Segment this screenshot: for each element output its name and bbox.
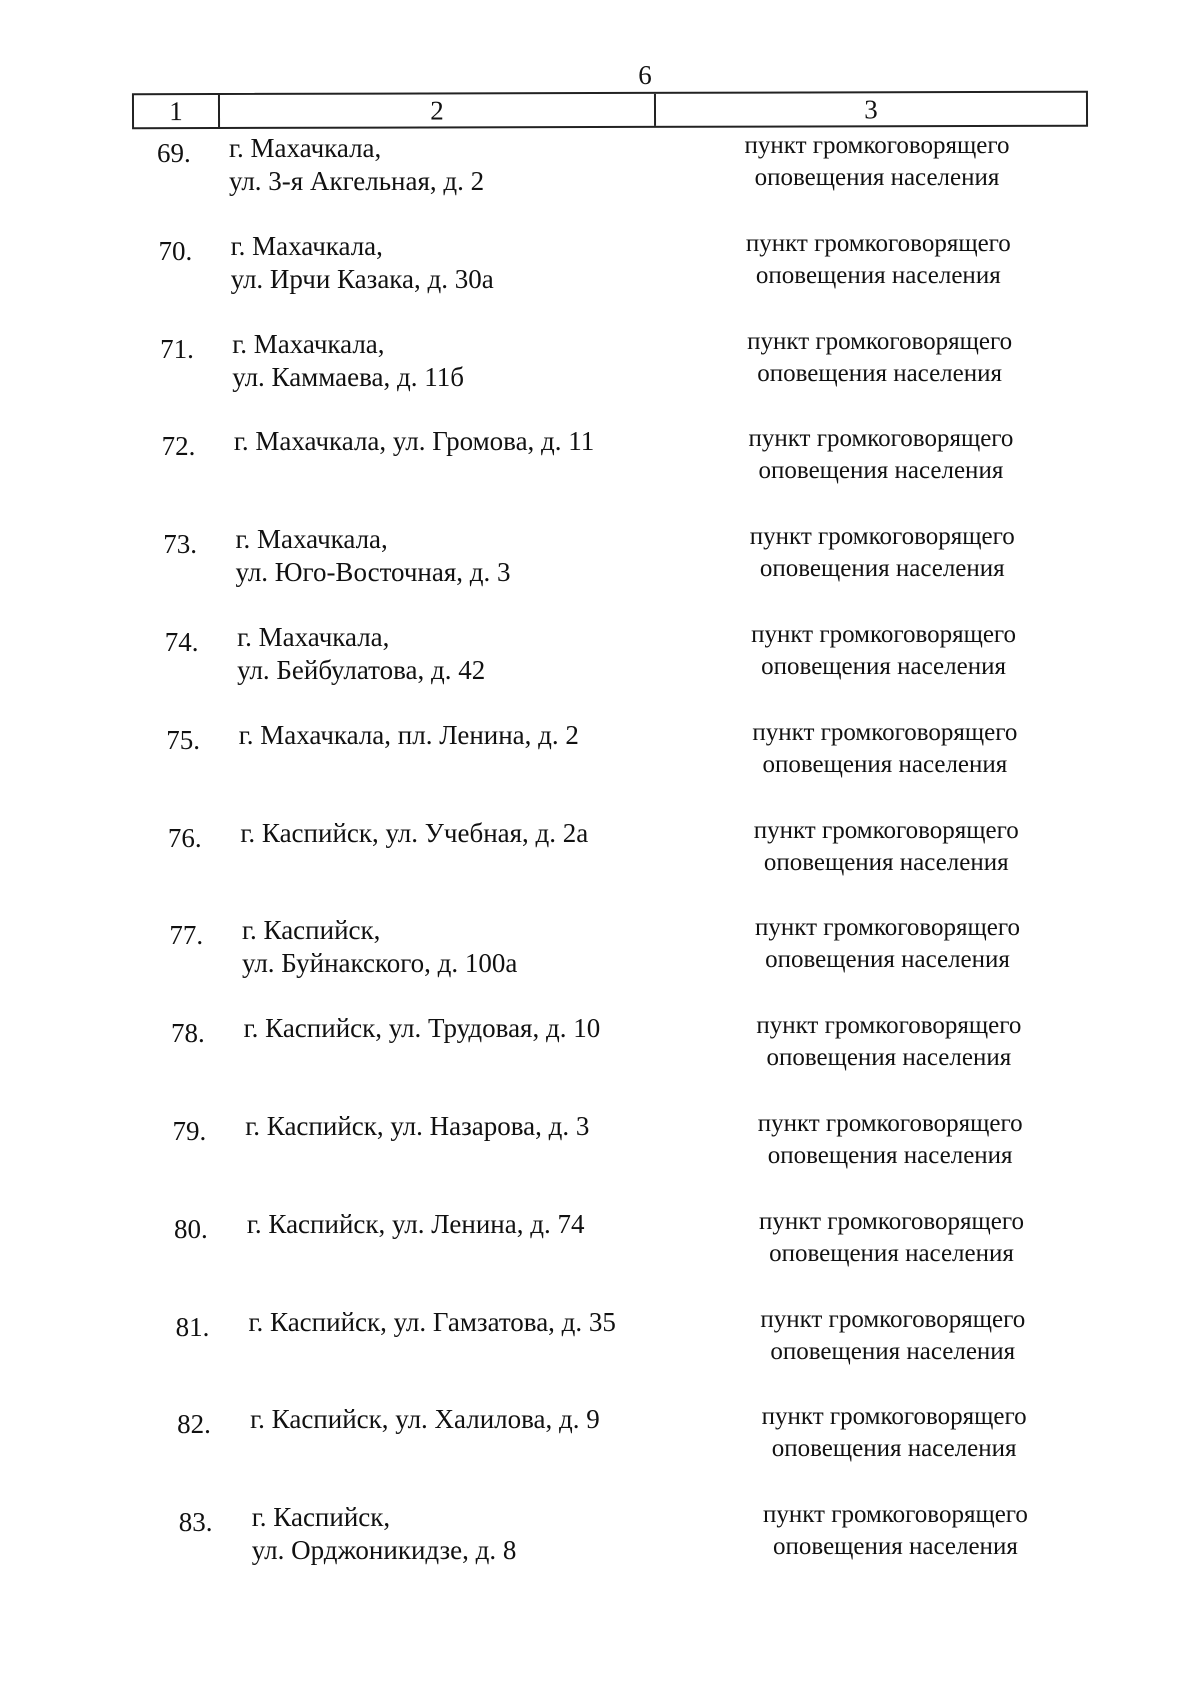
table-row xyxy=(0,230,1200,320)
table-row xyxy=(0,328,1200,418)
point-type-line-2: оповещения населения xyxy=(758,457,1004,485)
row-number: 76. xyxy=(167,822,202,853)
row-point-type xyxy=(697,130,1057,194)
row-number: 81. xyxy=(175,1311,210,1342)
row-number: 82. xyxy=(177,1409,211,1440)
point-type-line-1: пункт громкоговорящего xyxy=(762,1501,1028,1529)
point-type-line-1: пункт громкоговорящего xyxy=(752,718,1018,746)
point-type-line-1: пункт громкоговорящего xyxy=(761,1403,1027,1431)
point-type-line-2: оповещения населения xyxy=(757,359,1003,387)
row-address xyxy=(236,523,676,589)
address-line-2: ул. Юго-Восточная, д. 3 xyxy=(235,557,511,588)
row-point-type xyxy=(713,1304,1073,1368)
point-type-line-1: пункт громкоговорящего xyxy=(744,132,1010,159)
row-address xyxy=(245,1110,685,1143)
point-type-line-2: оповещения населения xyxy=(763,848,1009,876)
address-line-1: г. Махачкала, пл. Ленина, д. 2 xyxy=(238,719,579,750)
row-address xyxy=(231,230,671,296)
row-point-type xyxy=(714,1401,1074,1465)
row-point-type xyxy=(706,815,1066,879)
row-point-type xyxy=(711,1206,1071,1270)
address-line-1: г. Махачкала, xyxy=(229,133,382,163)
row-point-type xyxy=(715,1499,1075,1563)
table-row xyxy=(0,1403,1200,1493)
row-point-type xyxy=(698,228,1058,292)
point-type-line-2: оповещения населения xyxy=(755,261,1001,289)
point-type-line-2: оповещения населения xyxy=(773,1533,1018,1561)
address-line-1: г. Махачкала, xyxy=(232,328,385,359)
row-address xyxy=(244,1012,684,1045)
row-number: 71. xyxy=(160,333,194,364)
row-address xyxy=(242,914,682,980)
row-number: 69. xyxy=(157,138,191,168)
table-row xyxy=(0,621,1200,711)
point-type-line-2: оповещения населения xyxy=(771,1435,1017,1463)
column-header-1: 1 xyxy=(134,95,220,127)
address-line-1: г. Махачкала, ул. Громова, д. 11 xyxy=(233,426,595,457)
row-number: 78. xyxy=(170,1018,205,1049)
row-number: 74. xyxy=(164,627,199,657)
table-row xyxy=(0,1501,1200,1591)
address-line-1: г. Каспийск, ул. Ленина, д. 74 xyxy=(246,1208,585,1239)
row-address xyxy=(250,1403,690,1436)
address-line-2: ул. Буйнакского, д. 100а xyxy=(242,948,518,979)
address-line-2: ул. Каммаева, д. 11б xyxy=(232,361,464,392)
row-number: 77. xyxy=(169,920,204,951)
address-line-1: г. Каспийск, ул. Учебная, д. 2а xyxy=(240,817,589,848)
row-address xyxy=(229,132,669,198)
address-line-1: г. Махачкала, xyxy=(235,524,388,555)
point-type-line-2: оповещения населения xyxy=(770,1337,1016,1365)
row-number: 83. xyxy=(178,1507,213,1538)
row-address xyxy=(240,817,680,850)
table-row xyxy=(0,719,1200,809)
row-address xyxy=(232,328,672,394)
table-row xyxy=(0,132,1200,222)
point-type-line-2: оповещения населения xyxy=(767,1142,1013,1169)
point-type-line-1: пункт громкоговорящего xyxy=(745,229,1011,257)
row-number: 73. xyxy=(163,529,197,560)
address-line-2: ул. Ирчи Казака, д. 30а xyxy=(230,263,494,294)
table-row xyxy=(0,1306,1200,1396)
address-line-2: ул. Бейбулатова, д. 42 xyxy=(237,655,486,685)
address-line-1: г. Махачкала, xyxy=(237,622,390,652)
address-line-1: г. Каспийск, xyxy=(242,915,381,946)
address-line-2: ул. 3-я Акгельная, д. 2 xyxy=(229,166,485,196)
row-number: 75. xyxy=(166,724,201,755)
row-point-type xyxy=(708,912,1068,976)
row-number: 72. xyxy=(161,431,196,462)
table-row xyxy=(0,1012,1200,1102)
row-address xyxy=(247,1208,687,1241)
row-number: 79. xyxy=(172,1116,207,1146)
point-type-line-1: пункт громкоговорящего xyxy=(755,914,1021,942)
point-type-line-2: оповещения населения xyxy=(765,946,1010,974)
table-column-header xyxy=(132,91,1088,130)
point-type-line-2: оповещения населения xyxy=(761,653,1006,680)
table-row xyxy=(0,1110,1200,1200)
row-point-type xyxy=(700,326,1060,390)
column-header-3: 3 xyxy=(864,93,878,124)
column-header-2: 2 xyxy=(220,94,656,127)
row-address xyxy=(239,719,679,752)
point-type-line-2: оповещения населения xyxy=(762,750,1008,778)
point-type-line-2: оповещения населения xyxy=(766,1044,1012,1072)
address-line-1: г. Махачкала, xyxy=(230,230,383,261)
row-number: 70. xyxy=(158,235,193,266)
row-point-type xyxy=(701,423,1061,487)
point-type-line-1: пункт громкоговорящего xyxy=(760,1305,1026,1333)
point-type-line-1: пункт громкоговорящего xyxy=(757,1110,1023,1137)
point-type-line-1: пункт громкоговорящего xyxy=(748,425,1014,453)
table-row xyxy=(0,425,1200,515)
row-address xyxy=(252,1501,692,1567)
address-line-1: г. Каспийск, ул. Халилова, д. 9 xyxy=(250,1404,600,1435)
point-type-line-2: оповещения населения xyxy=(754,164,1000,191)
page-number: 6 xyxy=(638,60,652,90)
row-point-type xyxy=(710,1108,1070,1172)
point-type-line-2: оповещения населения xyxy=(759,555,1005,583)
row-address xyxy=(249,1306,689,1339)
point-type-line-1: пункт громкоговорящего xyxy=(751,621,1017,648)
point-type-line-1: пункт громкоговорящего xyxy=(756,1012,1022,1040)
point-type-line-1: пункт громкоговорящего xyxy=(747,327,1013,355)
point-type-line-1: пункт громкоговорящего xyxy=(749,523,1015,551)
row-address xyxy=(234,425,674,458)
table-row xyxy=(0,1208,1200,1298)
address-line-1: г. Каспийск, xyxy=(251,1502,391,1533)
row-number: 80. xyxy=(174,1213,208,1244)
table-row xyxy=(0,914,1200,1004)
row-address xyxy=(237,621,677,687)
point-type-line-1: пункт громкоговорящего xyxy=(759,1207,1024,1235)
table-row xyxy=(0,523,1200,613)
row-point-type xyxy=(702,521,1062,585)
row-point-type xyxy=(705,717,1065,781)
row-point-type xyxy=(709,1010,1069,1074)
point-type-line-2: оповещения населения xyxy=(769,1239,1014,1267)
table-row xyxy=(0,817,1200,907)
row-point-type xyxy=(704,619,1064,683)
point-type-line-1: пункт громкоговорящего xyxy=(753,816,1019,844)
address-line-2: ул. Орджоникидзе, д. 8 xyxy=(251,1535,517,1566)
address-line-1: г. Каспийск, ул. Гамзатова, д. 35 xyxy=(248,1306,616,1337)
address-line-1: г. Каспийск, ул. Назарова, д. 3 xyxy=(245,1111,590,1141)
address-line-1: г. Каспийск, ул. Трудовая, д. 10 xyxy=(243,1013,601,1044)
